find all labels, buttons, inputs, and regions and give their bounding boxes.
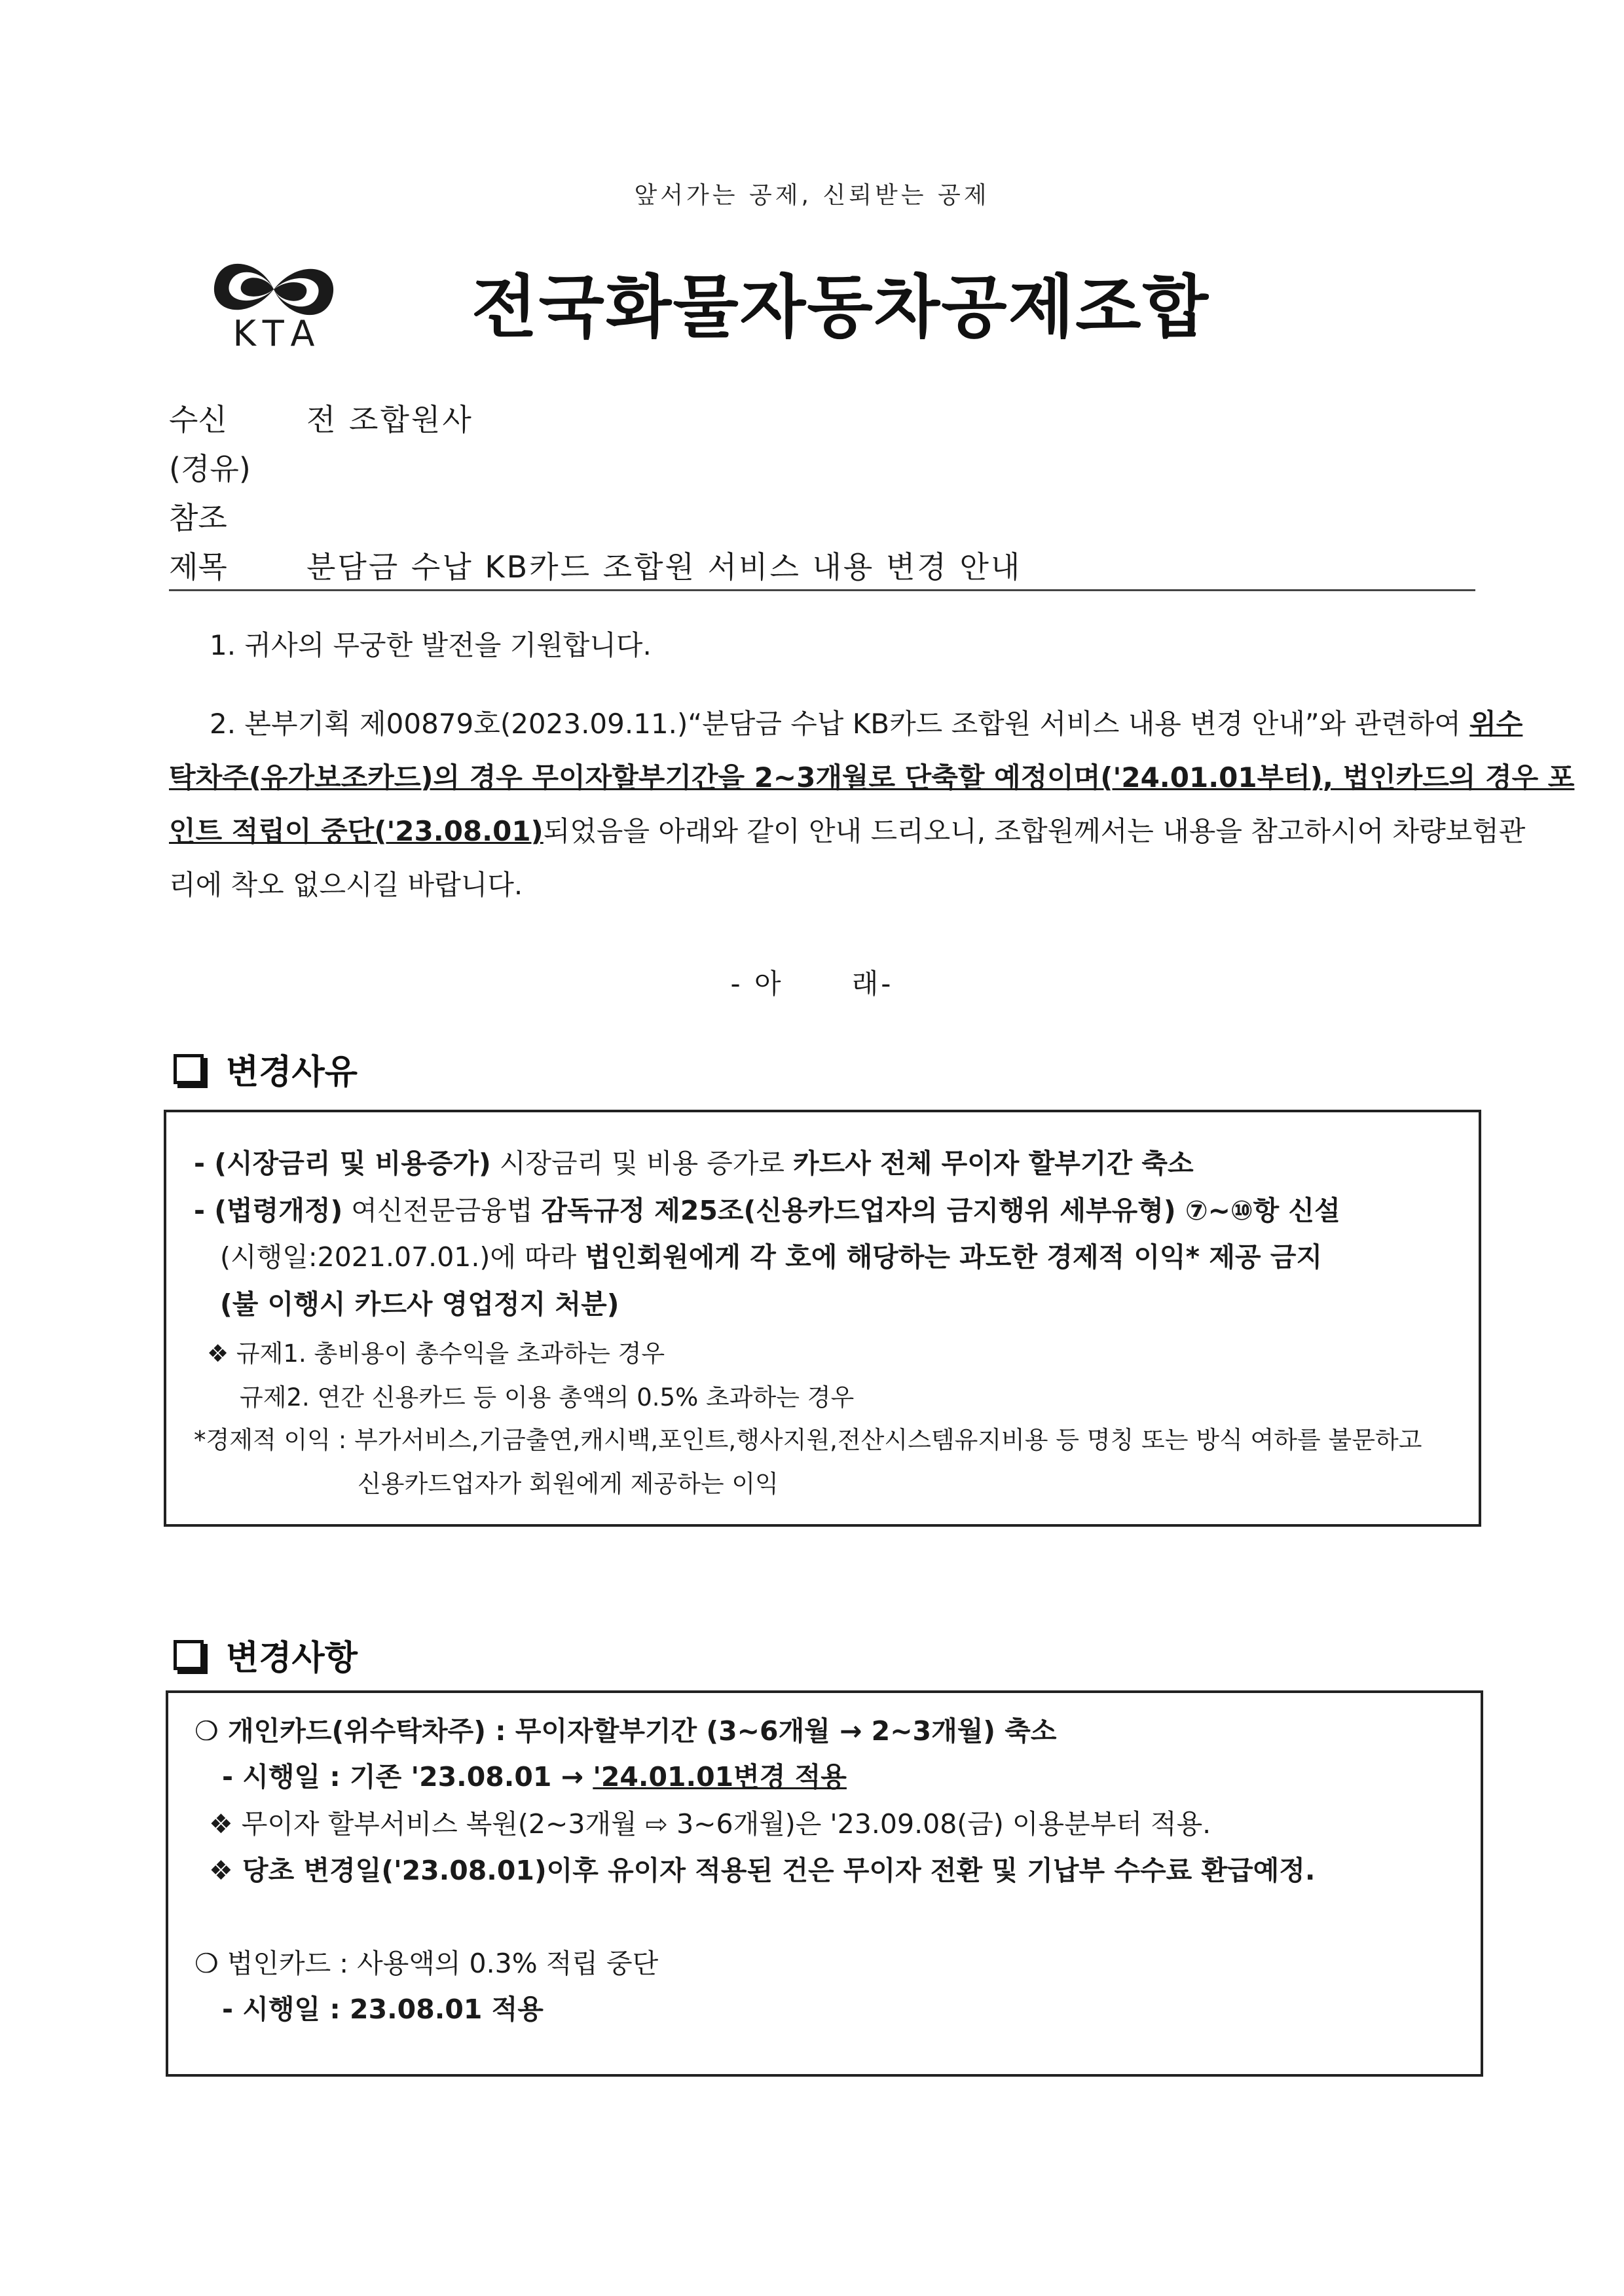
reason-line-1: - (시장금리 및 비용증가) 시장금리 및 비용 증가로 카드사 전체 무이자 할부기간 축소 [194,1148,1194,1179]
reason-line-4: (불 이행시 카드사 영업정지 처분) [220,1288,619,1320]
via-label: (경유) [169,451,251,486]
regulation-2: 규제2. 연간 신용카드 등 이용 총액의 0.5% 초과하는 경우 [240,1383,855,1412]
economic-benefit-note-cont: 신용카드업자가 회원에게 제공하는 이익 [358,1470,779,1498]
refund-note: ❖ 당초 변경일('23.08.01)이후 유이자 적용된 건은 무이자 전환 및 기납부 수수료 환급예정. [209,1855,1316,1886]
checkbox-square-icon [174,1640,204,1670]
reference-label: 참조 [169,500,227,536]
recipient-value: 전 조합원사 [306,402,473,437]
paragraph-2 [169,697,1575,912]
corporate-card-change: ❍ 법인카드 : 사용액의 0.3% 적립 중단 [194,1948,659,1979]
section-2-title: 변경사항 [226,1639,358,1678]
p2-line3: 되었음을 아래와 같이 안내 드리오니, 조합원께서는 내용을 참고하시어 차량보험관 [543,815,1526,847]
section-changes-title [174,1630,358,1679]
interest-free-restore-note: ❖ 무이자 할부서비스 복원(2~3개월 ⇨ 3~6개월)은 '23.09.08(금) 이용분부터 적용. [209,1808,1211,1840]
economic-benefit-note: *경제적 이익 : 부가서비스,기금출연,캐시백,포인트,행사지원,전산시스템유지비용 등 명칭 또는 방식 여하를 불문하고 [194,1426,1422,1454]
reason-line-3: (시행일:2021.07.01.)에 따라 법인회원에게 각 호에 해당하는 과도한 경제적 이익* 제공 금지 [220,1241,1323,1273]
regulation-1: ❖ 규제1. 총비용이 총수익을 초과하는 경우 [207,1339,665,1368]
subject-value: 분담금 수납 KB카드 조합원 서비스 내용 변경 안내 [306,549,1022,585]
changes-box [166,1690,1483,2077]
recipient-label: 수신 [169,402,227,437]
personal-card-change: ❍ 개인카드(위수탁차주) : 무이자할부기간 (3~6개월 → 2~3개월) 축소 [194,1715,1057,1747]
personal-card-effective-date: - 시행일 : 기존 '23.08.01 → '24.01.01변경 적용 [222,1761,847,1793]
p2-line2-underlined: 탁차주(유가보조카드)의 경우 무이자할부기간을 2~3개월로 단축할 예정이며('24.01.01부터), 법인카드의 경우 포 [169,761,1575,793]
organization-title: 전국화물자동차공제조합 [471,267,1210,347]
reason-line-2: - (법령개정) 여신전문금융법 감독규정 제25조(신용카드업자의 금지행위 세부유형) ⑦~⑩항 신설 [194,1195,1340,1226]
p2-line3-underlined: 인트 적립이 중단('23.08.01) [169,815,544,847]
p2-line4: 리에 착오 없으시길 바랍니다. [169,869,523,901]
logo-text: KTA [232,313,324,354]
header-divider [169,589,1475,591]
change-reason-box [164,1110,1481,1527]
section-change-reason-title [174,1044,358,1093]
p2-line1-underlined: 위수 [1469,708,1523,740]
section-1-title: 변경사유 [226,1053,358,1092]
corporate-card-effective-date: - 시행일 : 23.08.01 적용 [222,1994,544,2025]
subject-label: 제목 [169,549,227,585]
notice-heading: - 아 래- [730,968,894,1000]
p2-line1: 2. 본부기획 제00879호(2023.09.11.)“분담금 수납 KB카드 조합원 서비스 내용 변경 안내”와 관련하여 [210,708,1470,740]
paragraph-1: 1. 귀사의 무궁한 발전을 기원합니다. [210,629,652,661]
checkbox-square-icon [174,1054,204,1084]
motto: 앞서가는 공제, 신뢰받는 공제 [634,182,990,209]
